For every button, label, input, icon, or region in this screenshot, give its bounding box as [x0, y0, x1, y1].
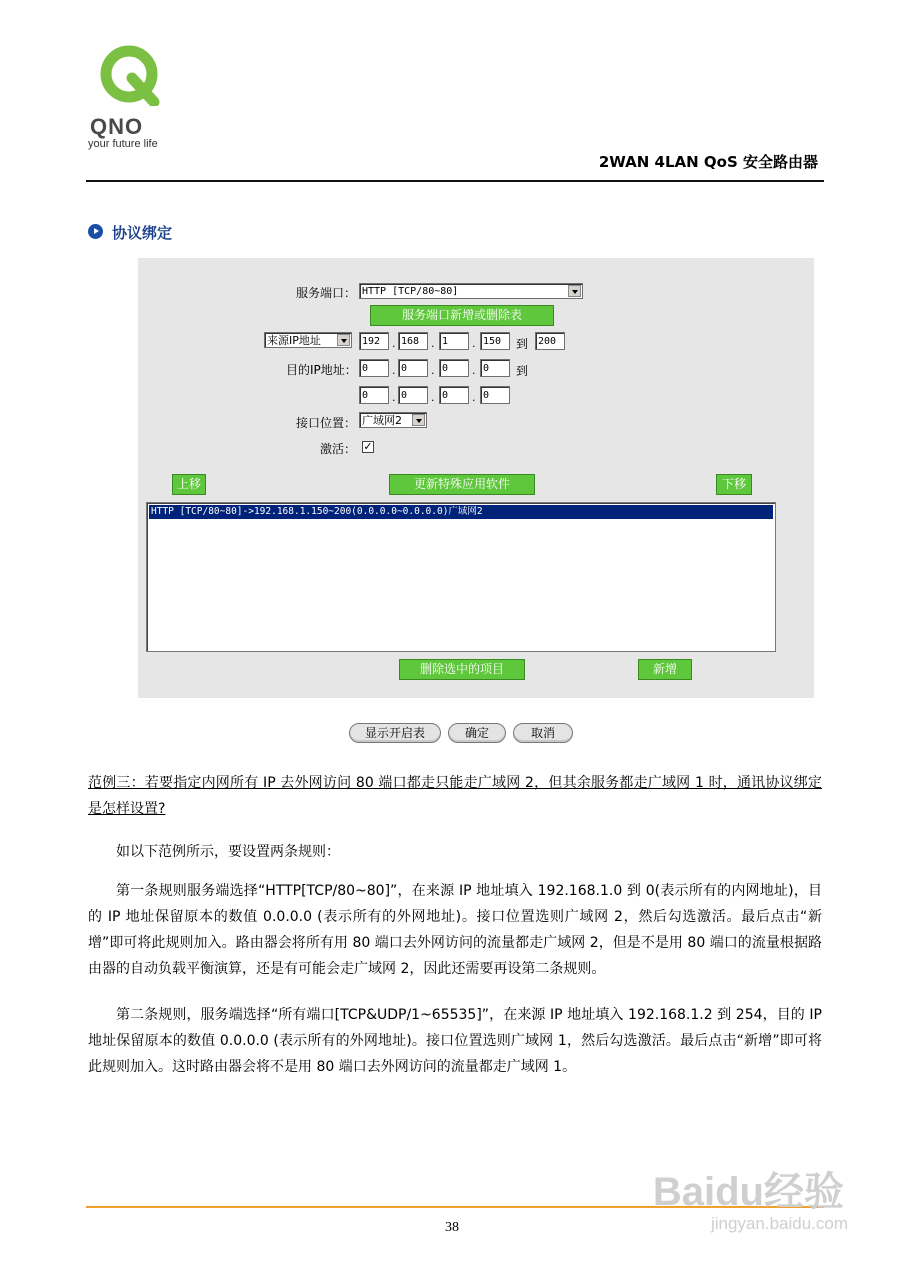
source-ip-octet-1[interactable]: 192	[359, 332, 389, 350]
activate-checkbox[interactable]: ✓	[363, 440, 373, 453]
paragraph-2: 第一条规则服务端选择“HTTP[TCP/80~80]”，在来源 IP 地址填入 192.168.1.0 到 0(表示所有的内网地址)，目的 IP 地址保留原本的数值 0.0.0.0 (表示所有的外网地址)。接口位置选则广域网 2，然后勾选激活。最后点击“新增”即可将此规则加入。路由器会将所有用 80 端口去外网访问的流量都走广域网 2，但是不是用 80 端口的流量根据路由器的自动负载平衡演算，还是有可能会走广域网 2，因此还需要再设第二条规则。	[88, 883, 822, 977]
list-item[interactable]: HTTP [TCP/80~80]->192.168.1.150~200(0.0.0.0~0.0.0.0)广域网2	[149, 505, 773, 519]
source-ip-end-input[interactable]: 200	[535, 332, 565, 350]
dest-to-label: 到	[516, 364, 529, 378]
add-button[interactable]: 新增	[638, 659, 692, 680]
show-table-button[interactable]: 显示开启表	[349, 723, 441, 743]
qno-logo-icon	[98, 44, 160, 106]
dest-ip-end-octet-4[interactable]: 0	[480, 386, 510, 404]
dest-ip-end-octet-1[interactable]: 0	[359, 386, 389, 404]
dest-ip-start-octet-4[interactable]: 0	[480, 359, 510, 377]
dest-ip-label: 目的IP地址：	[286, 363, 357, 377]
page-number: 38	[445, 1220, 459, 1235]
example-title: 范例三：若要指定内网所有 IP 去外网访问 80 端口都走只能走广域网 2，但其余服务都走广域网 1 时，通讯协议绑定是怎样设置?	[88, 775, 822, 817]
section-bullet-icon	[88, 224, 103, 239]
brand-logo-text: QNO	[90, 114, 144, 139]
dest-ip-start-octet-1[interactable]: 0	[359, 359, 389, 377]
watermark-url: jingyan.baidu.com	[710, 1214, 848, 1233]
dest-ip-start-octet-2[interactable]: 0	[398, 359, 428, 377]
move-down-button[interactable]: 下移	[716, 474, 752, 495]
interface-select[interactable]: 广域网2	[359, 412, 427, 428]
chevron-down-icon	[337, 334, 350, 346]
chevron-down-icon	[412, 414, 425, 426]
dest-ip-start-octet-3[interactable]: 0	[439, 359, 469, 377]
dest-ip-end-octet-2[interactable]: 0	[398, 386, 428, 404]
interface-label: 接口位置：	[296, 416, 357, 430]
cancel-button[interactable]: 取消	[513, 723, 573, 743]
ok-button[interactable]: 确定	[448, 723, 506, 743]
service-port-select[interactable]: HTTP [TCP/80~80]	[359, 283, 583, 299]
rules-listbox[interactable]	[146, 502, 776, 652]
dest-ip-end-octet-3[interactable]: 0	[439, 386, 469, 404]
section-title: 协议绑定	[112, 224, 173, 242]
source-ip-octet-2[interactable]: 168	[398, 332, 428, 350]
watermark-logo: Baidu经验	[652, 1170, 844, 1214]
paragraph-1: 如以下范例所示，要设置两条规则：	[116, 844, 340, 860]
activate-label: 激活：	[320, 442, 357, 456]
paragraph-3: 第二条规则，服务端选择“所有端口[TCP&UDP/1~65535]”，在来源 IP 地址填入 192.168.1.2 到 254，目的 IP 地址保留原本的数值 0.0.0.0 (表示所有的外网地址)。接口位置选则广域网 1，然后勾选激活。最后点击“新增”即可将此规则加入。这时路由器会将不是用 80 端口去外网访问的流量都走广域网 1。	[88, 1007, 822, 1075]
update-apps-button[interactable]: 更新特殊应用软件	[389, 474, 535, 495]
source-ip-octet-4[interactable]: 150	[480, 332, 510, 350]
move-up-button[interactable]: 上移	[172, 474, 206, 495]
tagline: your future life	[88, 138, 158, 150]
source-ip-type-select[interactable]: 来源IP地址	[264, 332, 352, 348]
service-port-label: 服务端口：	[296, 286, 357, 300]
source-ip-octet-3[interactable]: 1	[439, 332, 469, 350]
chevron-down-icon	[568, 285, 581, 297]
delete-selected-button[interactable]: 删除选中的项目	[399, 659, 525, 680]
header-divider	[86, 180, 824, 182]
source-to-label: 到	[516, 337, 529, 351]
document-title: 2WAN 4LAN QoS 安全路由器	[598, 153, 818, 171]
service-table-button[interactable]: 服务端口新增或删除表	[370, 305, 554, 326]
